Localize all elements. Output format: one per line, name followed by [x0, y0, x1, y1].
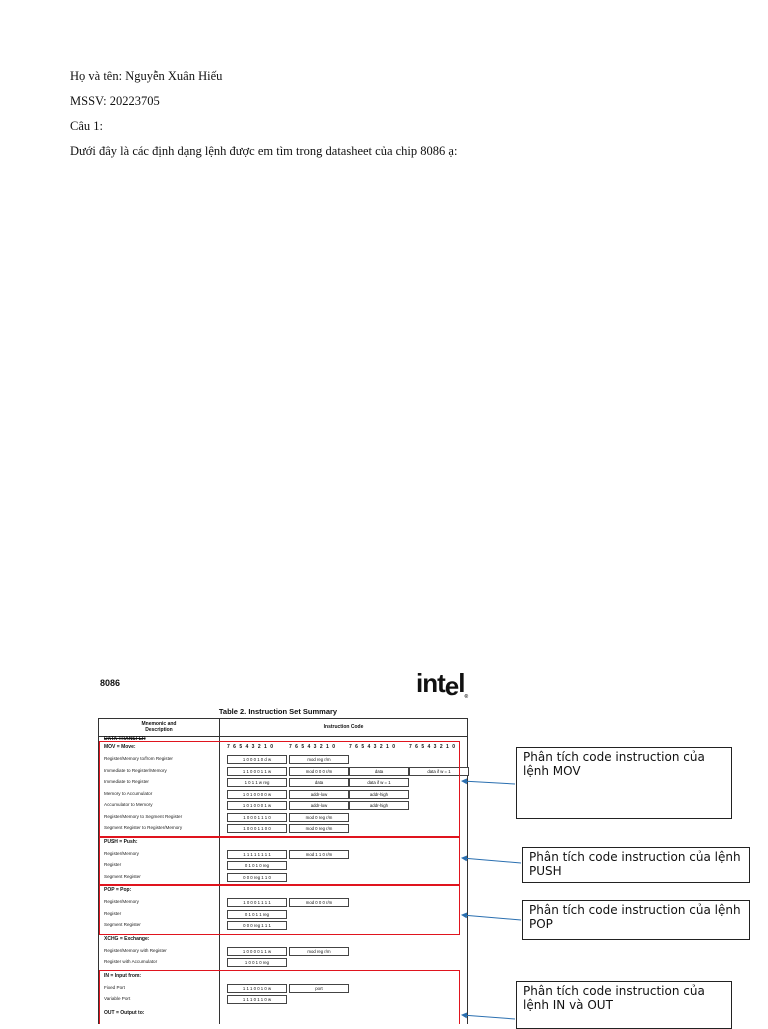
instruction-code-cell: data if w = 1: [409, 767, 469, 776]
instruction-row-label: Register/Memory: [104, 850, 139, 856]
instruction-code-cell: 1 0 1 0 0 0 1 w: [227, 801, 287, 810]
arrow-push: [462, 858, 521, 863]
question-label: Câu 1:: [70, 119, 103, 133]
arrow-mov: [462, 781, 515, 784]
instruction-code-cell: mod 0 reg r/m: [289, 824, 349, 833]
instruction-row-label: Segment Register: [104, 922, 141, 927]
instruction-row-label: Register/Memory to Segment Register: [104, 813, 183, 819]
chip-label: 8086: [100, 678, 121, 688]
instruction-code-cell: 1 1 1 0 1 1 0 w: [227, 995, 287, 1004]
instruction-code-cell: addr-low: [289, 801, 349, 810]
student-name: Họ và tên: Nguyễn Xuân Hiếu: [70, 69, 223, 83]
instruction-code-cell: addr-high: [349, 790, 409, 799]
instruction-row-label: Register/Memory: [104, 899, 139, 904]
instruction-code-cell: 1 0 0 0 0 1 1 w: [227, 947, 287, 956]
instruction-code-cell: mod 0 0 0 r/m: [289, 767, 349, 776]
instruction-code-cell: 0 1 0 1 1 reg: [227, 910, 287, 919]
annotation-mov: Phân tích code instruction của lệnh MOV: [516, 747, 732, 819]
instruction-row-label: Register/Memory with Register: [104, 947, 167, 953]
intro-sentence: Dưới đây là các định dạng lệnh được em tìm trong datasheet của chip 8086 ạ:: [70, 144, 458, 158]
instruction-code-cell: addr-low: [289, 790, 349, 799]
instruction-row-label: Register: [104, 862, 122, 867]
instruction-code-cell: 0 0 0 reg 1 1 1: [227, 921, 287, 930]
student-id: MSSV: 20223705: [70, 94, 160, 108]
instruction-row-label: Variable Port: [104, 996, 131, 1001]
bit-position-label: 7 6 5 4 3 2 1 0: [227, 744, 274, 750]
group-title: PUSH = Push:: [104, 838, 138, 845]
instruction-code-cell: mod 0 reg r/m: [289, 813, 349, 822]
instruction-row-label: Fixed Port: [104, 984, 125, 990]
instruction-code-cell: mod reg r/m: [289, 947, 349, 956]
instruction-row-label: Register with Accumulator: [104, 959, 158, 964]
arrow-in-out: [462, 1015, 515, 1019]
annotation-pop: Phân tích code instruction của lệnh POP: [522, 900, 750, 940]
instruction-code-cell: data: [349, 767, 409, 776]
instruction-row-label: Segment Register to Register/Memory: [104, 825, 183, 830]
bit-position-label: 7 6 5 4 3 2 1 0: [289, 744, 336, 750]
instruction-row-label: Immediate to Register/Memory: [104, 767, 167, 773]
instruction-row-label: Segment Register: [104, 873, 141, 879]
instruction-row-label: Immediate to Register: [104, 779, 149, 784]
instruction-code-cell: 1 0 0 0 1 1 1 0: [227, 813, 287, 822]
instruction-row-label: Accumulator to Memory: [104, 802, 153, 807]
instruction-code-cell: port: [289, 984, 349, 993]
section-data-transfer: DATA TRANSFER: [104, 736, 146, 742]
arrow-pop: [462, 915, 521, 920]
header-mnemonic: Mnemonic and Description: [99, 719, 220, 738]
instruction-code-cell: addr-high: [349, 801, 409, 810]
group-title: XCHG = Exchange:: [104, 935, 150, 942]
instruction-code-cell: 0 1 0 1 0 reg: [227, 861, 287, 870]
instruction-code-cell: data: [289, 778, 349, 787]
group-title: POP = Pop:: [104, 887, 132, 893]
table-title: Table 2. Instruction Set Summary: [218, 707, 338, 716]
instruction-code-cell: 1 1 1 0 0 1 0 w: [227, 984, 287, 993]
instruction-code-cell: 1 0 1 1 w reg: [227, 778, 287, 787]
instruction-code-cell: 1 1 0 0 0 1 1 w: [227, 767, 287, 776]
bit-position-label: 7 6 5 4 3 2 1 0: [349, 744, 396, 750]
instruction-code-cell: 1 0 0 1 0 reg: [227, 958, 287, 967]
instruction-row-label: Register/Memory to/from Register: [104, 756, 173, 761]
instruction-code-cell: data if w = 1: [349, 778, 409, 787]
instruction-code-cell: 1 0 0 0 1 1 0 0: [227, 824, 287, 833]
instruction-code-cell: 1 0 0 0 1 0 d w: [227, 755, 287, 764]
instruction-code-cell: 0 0 0 reg 1 1 0: [227, 873, 287, 882]
instruction-code-cell: 1 0 0 0 1 1 1 1: [227, 898, 287, 907]
group-title: MOV = Move:: [104, 744, 136, 750]
annotation-push: Phân tích code instruction của lệnh PUSH: [522, 847, 750, 883]
instruction-row-label: Memory to Accumulator: [104, 790, 153, 796]
group-title: IN = Input from:: [104, 972, 142, 979]
instruction-row-label: Register: [104, 910, 122, 916]
intel-logo: intel$_®$: [416, 668, 468, 701]
instruction-code-cell: mod 0 0 0 r/m: [289, 898, 349, 907]
instruction-code-cell: 1 0 1 0 0 0 0 w: [227, 790, 287, 799]
header-instruction-code: Instruction Code: [323, 724, 364, 730]
instruction-code-cell: 1 1 1 1 1 1 1 1: [227, 850, 287, 859]
instruction-code-cell: mod reg r/m: [289, 755, 349, 764]
group-title: OUT = Output to:: [104, 1009, 145, 1016]
annotation-in-out: Phân tích code instruction của lệnh IN và OUT: [516, 981, 732, 1029]
instruction-code-cell: mod 1 1 0 r/m: [289, 850, 349, 859]
bit-position-label: 7 6 5 4 3 2 1 0: [409, 744, 456, 750]
